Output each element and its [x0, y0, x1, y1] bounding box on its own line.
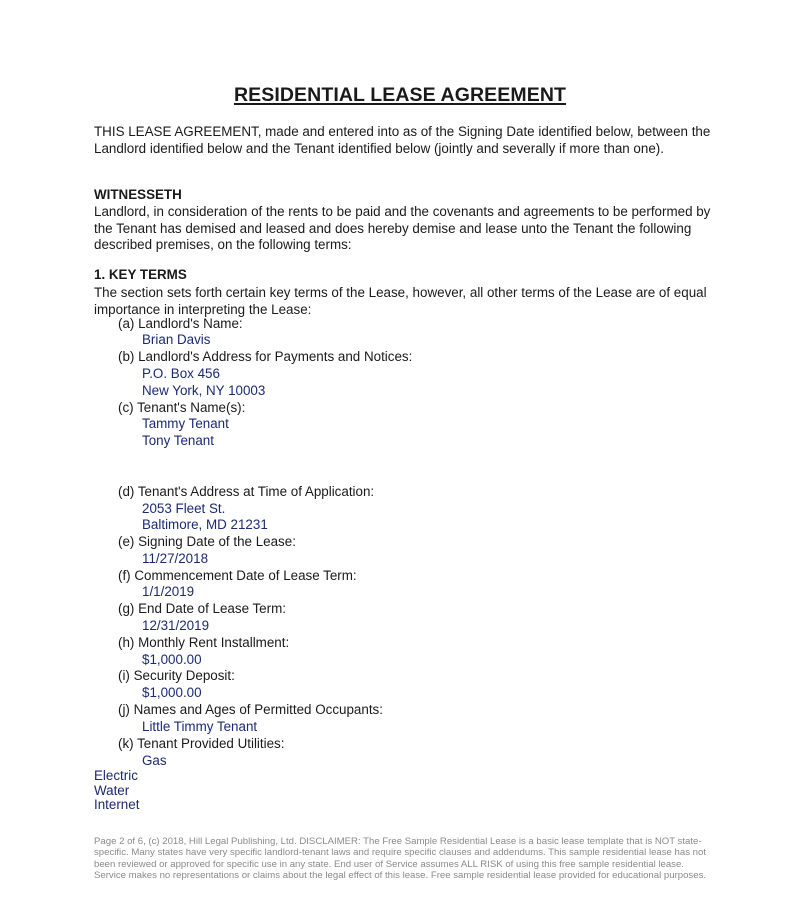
key-terms-paragraph: The section sets forth certain key terms of the Lease, however, all other terms of the Lease are of equal importance in interpreting the Lease:	[94, 285, 707, 317]
term-value-signing-date: 11/27/2018	[142, 551, 209, 566]
term-value-permitted-occupants: Little Timmy Tenant	[142, 719, 258, 734]
term-value-landlord-address-line1: P.O. Box 456	[142, 366, 220, 381]
term-value-utility-water: Water	[94, 783, 130, 798]
term-label-commencement-date: (f) Commencement Date of Lease Term:	[118, 568, 357, 583]
term-value-tenant-name-1: Tammy Tenant	[142, 416, 229, 431]
term-value-tenant-address-line1: 2053 Fleet St.	[142, 501, 226, 516]
term-label-landlord-address: (b) Landlord's Address for Payments and Notices:	[118, 349, 413, 364]
document-title: RESIDENTIAL LEASE AGREEMENT	[233, 84, 567, 106]
term-value-landlord-name: Brian Davis	[142, 332, 211, 347]
term-value-commencement-date: 1/1/2019	[142, 584, 195, 599]
term-value-tenant-address-line2: Baltimore, MD 21231	[142, 517, 268, 532]
term-value-security-deposit: $1,000.00	[142, 685, 202, 700]
key-terms-heading: 1. KEY TERMS	[94, 267, 187, 282]
term-value-utility-gas: Gas	[142, 753, 167, 768]
term-value-utility-electric: Electric	[94, 768, 138, 783]
term-label-permitted-occupants: (j) Names and Ages of Permitted Occupants:	[118, 702, 383, 717]
intro-paragraph: THIS LEASE AGREEMENT, made and entered into as of the Signing Date identified below, between the Landlord identified below and the Tenant identified below (jointly and severally if more than one).	[94, 124, 711, 156]
witnesseth-paragraph: Landlord, in consideration of the rents to be paid and the covenants and agreements to be performed by the Tenant has demised and leased and does hereby demise and lease unto the Tenant the following described premises, on the following terms:	[94, 204, 711, 253]
term-value-utility-internet: Internet	[94, 797, 140, 812]
term-label-landlord-name: (a) Landlord's Name:	[118, 316, 243, 331]
term-value-tenant-name-2: Tony Tenant	[142, 433, 214, 448]
term-label-tenant-utilities: (k) Tenant Provided Utilities:	[118, 736, 285, 751]
term-label-monthly-rent: (h) Monthly Rent Installment:	[118, 635, 290, 650]
term-label-tenant-address: (d) Tenant's Address at Time of Application:	[118, 484, 375, 499]
term-value-landlord-address-line2: New York, NY 10003	[142, 383, 266, 398]
term-label-tenant-names: (c) Tenant's Name(s):	[118, 400, 246, 415]
term-value-monthly-rent: $1,000.00	[142, 652, 202, 667]
term-label-end-date: (g) End Date of Lease Term:	[118, 601, 286, 616]
page-footer-disclaimer: Page 2 of 6, (c) 2018, Hill Legal Publishing, Ltd. DISCLAIMER: The Free Sample Residential Lease is a basic lease template that is NOT state-specific. Many states have very specific landlord-tenant laws and require specific clauses and addendums. This sample residential lease has not been reviewed or approved for specific use in any state. End user of Service assumes ALL RISK of using this free sample residential lease. Service makes no representations or claims about the legal effect of this lease. Free sample residential lease provided for educational purposes.	[94, 836, 707, 882]
term-label-security-deposit: (i) Security Deposit:	[118, 668, 235, 683]
witnesseth-heading: WITNESSETH	[94, 187, 182, 202]
term-label-signing-date: (e) Signing Date of the Lease:	[118, 534, 296, 549]
term-value-end-date: 12/31/2019	[142, 618, 210, 633]
